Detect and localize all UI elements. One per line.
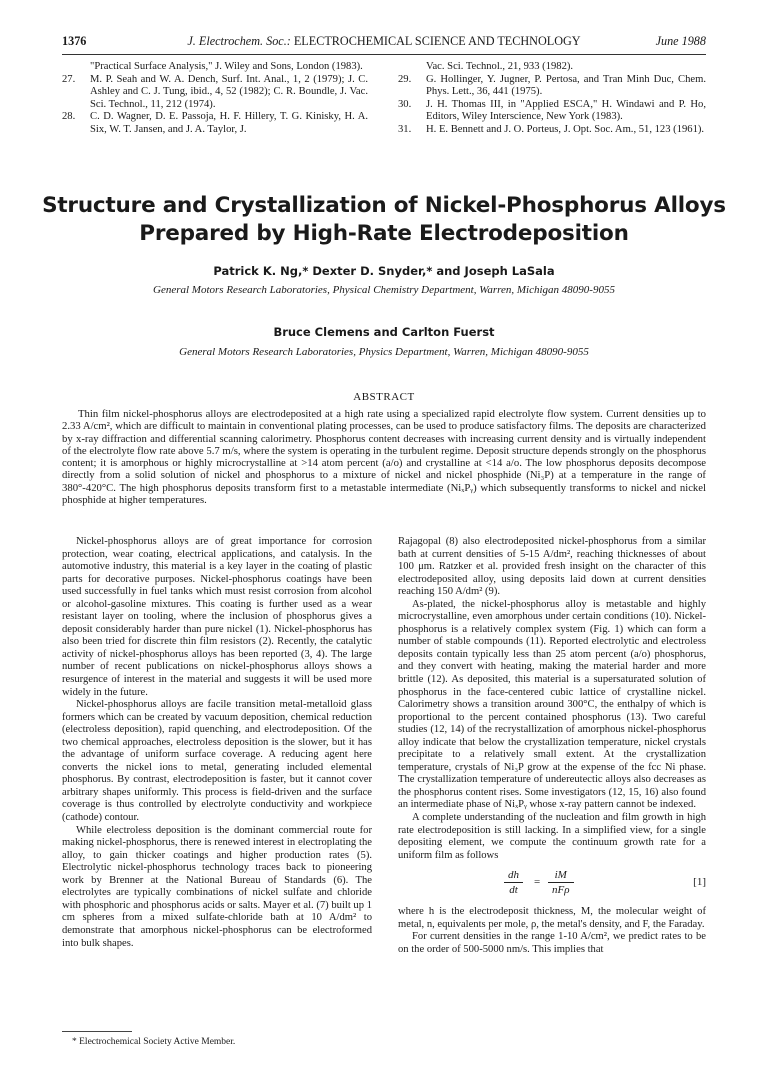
reference-item: 31. H. E. Bennett and J. O. Porteus, J. Opt. Soc. Am., 51, 123 (1961). [398, 123, 705, 135]
author-list: Patrick K. Ng,* Dexter D. Snyder,* and Joseph LaSala [213, 264, 555, 278]
reference-item: 28. C. D. Wagner, D. E. Passoja, H. F. Hillery, T. G. Kinisky, H. A. Six, W. T. Jansen, and J. A. Taylor, J. [62, 111, 368, 135]
equation-1 [398, 866, 706, 904]
journal-name: J. Electrochem. Soc.: [187, 34, 291, 48]
body-paragraph: For current densities in the range 1-10 A/cm², we predict rates to be on the order of 500-5000 nm/s. This implies that [398, 931, 706, 955]
footnote: * Electrochemical Society Active Member. [72, 1037, 236, 1047]
equation-rhs: iM nFρ [548, 868, 574, 897]
reference-item: Vac. Sci. Technol., 21, 933 (1982). [426, 61, 574, 72]
equation-lhs: $\frac{dh}{dt}$ [504, 868, 523, 897]
body-paragraph: where h is the electrodeposit thickness, M, the molecular weight of metal, n, equivalents per mole, ρ, the metal's density, and F, the Faraday. [398, 906, 706, 930]
running-header [62, 34, 706, 52]
page-number: 1376 [62, 34, 87, 48]
body-paragraph: Nickel-phosphorus alloys are facile transition metal-metalloid glass formers which can be created by vacuum deposition, chemical reduction (electroless deposition), rapid quenching, and electrodeposition. Of the two chemical approaches, electroless deposition is the slower, but it has the advantage of uniform surface coverage. A reducing agent here converts the nickel ions to metal, generating included elemental phosphorus. By contrast, electrodeposition is faster, but it cannot cover arbitrary shapes uniformly. This process is field-driven and the surface coverage is thus controlled by electrolyte conductivity and workpiece (cathode) contour. [62, 699, 372, 824]
reference-item: 30. J. H. Thomas III, in "Applied ESCA," H. Windawi and P. Ho, Editors, Wiley Interscience, New York (1983). [398, 98, 706, 123]
reference-item: 29. G. Hollinger, Y. Jugner, P. Pertosa, and Tran Minh Duc, Chem. Phys. Lett., 36, 441 (1975). [398, 73, 706, 98]
journal-section: ELECTROCHEMICAL SCIENCE AND TECHNOLOGY [293, 34, 581, 48]
author-affiliation: General Motors Research Laboratories, Physics Department, Warren, Michigan 48090-9055 [179, 346, 589, 358]
body-paragraph: As-plated, the nickel-phosphorus alloy is metastable and highly microcrystalline, even amorphous under certain conditions (10). Nickel-phosphorus is a relatively complex system (Fig. 1) which can form a number of stable compounds (11). Reported electrolytic and electroless deposits contain typically less than 25 atom percent (a/o) phosphorus, and they convert with heating, making the material harder and more brittle (12). As deposited, this material is a supersaturated solution of phosphorus in the face-centered cubic lattice of crystalline nickel. Calorimetry shows a transition around 300°C, the enthalpy of which is proportional to the percent contained phosphorus (13). Two careful studies (12, 14) of the recrystallization of amorphous nickel-phosphorus alloy indicate that below the crystallization temperature, nickel crystals precipitate to a relatively small extent. At the crystallization temperature, crystals of Ni₃P grow at the expense of the fcc Ni phase. The crystallization temperature of undereutectic alloys also decreases as the phosphorus content rises. Some investigators (12, 15, 16) also found an intermediate phase of NiₓPᵧ whose x-ray pattern cannot be indexed. [398, 598, 706, 811]
abstract-text: Thin film nickel-phosphorus alloys are electrodeposited at a high rate using a specialized rapid electrolyte flow system. Current densities up to 2.33 A/cm², which are difficult to maintain in conventional plating processes, can be used to produce satisfactory films. The deposits are characterized by x-ray diffraction and differential scanning calorimetry. Phosphorus content decreases with increasing current density and is virtually independent of the electrolyte flow rate above 5.7 m/s, where the system is operating in the turbulent regime. Deposit structure depends strongly on the phosphorus content; it is amorphous or highly microcrystalline at >14 atom percent (a/o) and crystalline at <14 a/o. The low phosphorus deposits decompose directly from a solid solution of nickel and phosphorus to a mixture of nickel and nickel phosphide (Ni₃P) at a temperature in the range of 380°-420°C. The high phosphorus deposits transform first to a metastable intermediate (NiₓPᵧ) which subsequently transforms to nickel and nickel phosphide at higher temperatures. [62, 408, 706, 507]
reference-item: "Practical Surface Analysis," J. Wiley and Sons, London (1983). [90, 61, 363, 72]
equation-equals: = [534, 876, 541, 889]
journal-title [62, 34, 706, 49]
body-paragraph: Nickel-phosphorus alloys are of great importance for corrosion protection, wear coating, electrical applications, and catalysis. In the automotive industry, this material is a key layer in the coating of plastic parts for decorative purposes. Nickel-phosphorus coatings have been used successfully in fuel tanks which must resist corrosion from alcohol or alcohol-gasoline mixtures. This coating is further used as a wear resistant layer on tooling, where the inclusion of phosphorus gives a deposit considerably harder than pure nickel (1). Nickel-phosphorus has also been tried for discrete thin film resistors (2). Recently, the catalytic activity of nickel-phosphorus alloys has been reported (3, 4). The large number of recent publications on nickel-phosphorus alloys shows a resurgence of interest in the material and suggests it will be used more widely in the future. [62, 536, 372, 698]
references-left-column [62, 61, 368, 137]
equation-number: [1] [693, 876, 706, 889]
body-left-column [62, 536, 372, 950]
references-right-column [398, 61, 706, 137]
issue-date: June 1988 [655, 34, 706, 48]
header-rule [62, 54, 706, 55]
reference-item: 27. M. P. Seah and W. A. Dench, Surf. Int. Anal., 1, 2 (1979); J. C. Ashley and C. J. Tung, ibid., 4, 52 (1982); C. R. Boundle, J. Vac. Sci. Technol., 11, 212 (1974). [62, 73, 368, 110]
title-line: Prepared by High-Rate Electrodeposition [139, 221, 629, 246]
body-paragraph: Rajagopal (8) also electrodeposited nickel-phosphorus from a similar bath at current densities of 5-15 A/dm², reaching thicknesses of about 100 μm. Ratzker et al. provided fresh insight on the character of this electrodeposited alloy, using deposits laid down at current densities reaching 150 A/dm² (9). [398, 536, 706, 598]
article-title [40, 192, 728, 248]
author-list: Bruce Clemens and Carlton Fuerst [273, 325, 495, 339]
title-line: Structure and Crystallization of Nickel-Phosphorus Alloys [42, 193, 726, 218]
body-paragraph: While electroless deposition is the dominant commercial route for making nickel-phosphorus, there is renewed interest in electroplating the alloy, to gain thicker coatings and higher production rates (5). Electrolytic nickel-phosphorus technology traces back to pioneering work by Brenner at the National Bureau of Standards (6). The electrolytes are typically combinations of nickel sulfate and chloride with phosphoric and phosphorus acids or salts. Mayer et al. (7) built up 1 cm spheres from a mixed sulfate-chloride bath at 10 A/dm² to demonstrate that amorphous nickel-phosphorus can be electroformed into bulk shapes. [62, 824, 372, 949]
author-affiliation: General Motors Research Laboratories, Physical Chemistry Department, Warren, Michigan 48090-9055 [153, 284, 615, 296]
abstract-heading: ABSTRACT [353, 391, 415, 403]
footnote-rule [62, 1031, 132, 1032]
body-right-column [398, 536, 706, 956]
body-paragraph: A complete understanding of the nucleation and film growth in high rate electrodeposition is still lacking. In a simplified view, for a single depositing element, we compute the continuum growth rate for a uniform film as follows [398, 812, 706, 861]
